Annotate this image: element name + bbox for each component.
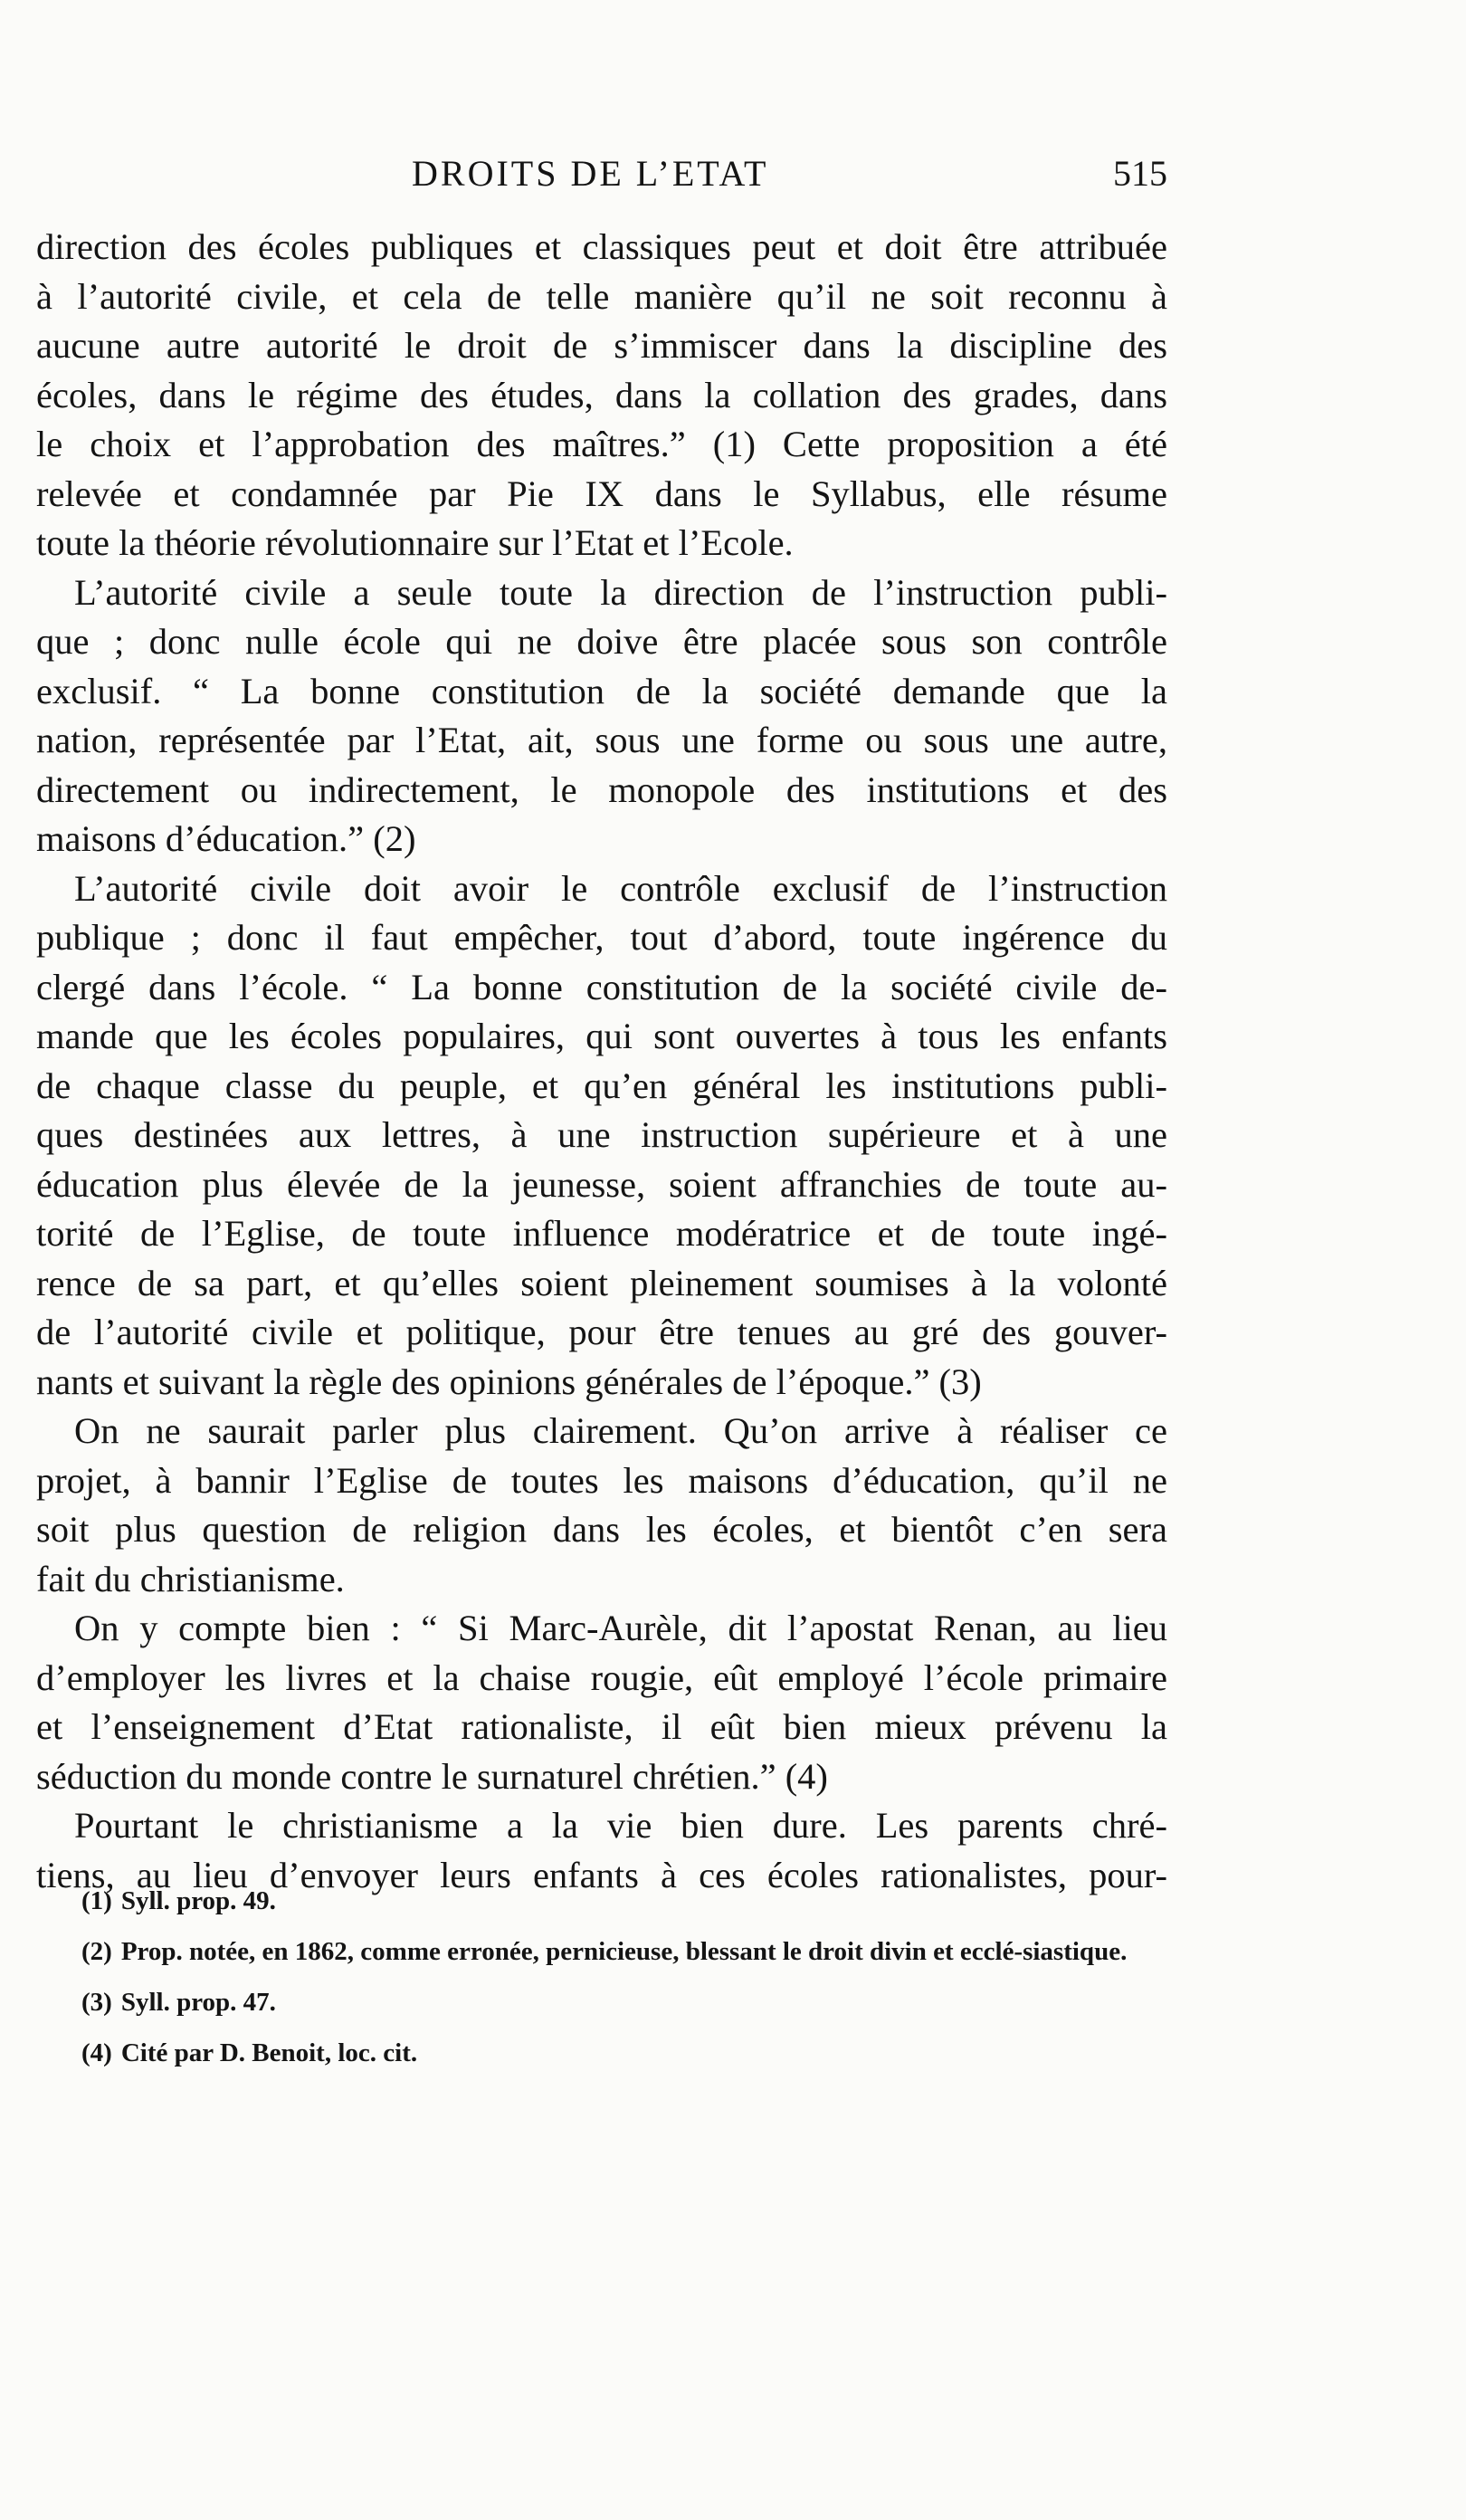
text-line: séduction du monde contre le surnaturel chrétien.” (4) (36, 1755, 828, 1797)
text-line: écoles, dans le régime des études, dans la collation des grades, dans (36, 374, 1167, 415)
text-line: tiens, au lieu d’envoyer leurs enfants à ces écoles rationalistes, pour- (36, 1854, 1167, 1895)
text-line: toute la théorie révolutionnaire sur l’Etat et l’Ecole. (36, 522, 794, 563)
text-line: On y compte bien : “ Si Marc-Aurèle, dit l’apostat Renan, au lieu (74, 1608, 1167, 1648)
text-line: L’autorité civile a seule toute la direction de l’instruction publi- (74, 571, 1167, 613)
text-line: projet, à bannir l’Eglise de toutes les maisons d’éducation, qu’il ne (36, 1459, 1167, 1501)
text-line: ques destinées aux lettres, à une instruction supérieure et à une (36, 1114, 1167, 1155)
text-line: mande que les écoles populaires, qui sont ouvertes à tous les enfants (36, 1016, 1167, 1056)
text-line: On ne saurait parler plus clairement. Qu’on arrive à réaliser ce (74, 1410, 1167, 1451)
text-line: torité de l’Eglise, de toute influence modératrice et de toute ingé- (36, 1213, 1167, 1254)
text-line: d’employer les livres et la chaise rougie, eût employé l’école primaire (36, 1656, 1167, 1698)
footnote-number: (2) (81, 1937, 112, 1966)
text-line: nants et suivant la règle des opinions générales de l’époque.” (3) (36, 1360, 982, 1402)
footnote (81, 1883, 1167, 1919)
footnote-number: (3) (81, 1988, 112, 2017)
footnote (81, 1984, 1167, 2020)
footnote (81, 1933, 1167, 1970)
footnote-number: (1) (81, 1886, 112, 1915)
footnote-number: (4) (81, 2038, 112, 2067)
text-line: éducation plus élevée de la jeunesse, soient affranchies de toute au- (36, 1163, 1167, 1205)
page-number: 515 (1113, 153, 1167, 194)
text-line: et l’enseignement d’Etat rationaliste, il eût bien mieux prévenu la (36, 1706, 1167, 1747)
text-line: soit plus question de religion dans les écoles, et bientôt c’en sera (36, 1509, 1167, 1550)
text-line: exclusif. “ La bonne constitution de la société demande que la (36, 670, 1167, 711)
text-line: maisons d’éducation.” (2) (36, 818, 416, 859)
running-title: DROITS DE L’ETAT (412, 153, 769, 194)
text-line: clergé dans l’école. “ La bonne constitution de la société civile de- (36, 966, 1167, 1007)
text-line: L’autorité civile doit avoir le contrôle exclusif de l’instruction (74, 867, 1167, 909)
footnote-text: Prop. notée, en 1862, comme erronée, pernicieuse, blessant le droit divin et ecclé-siastique. (120, 1937, 1128, 1966)
body-text (36, 223, 1167, 1900)
text-line: direction des écoles publiques et classiques peut et doit être attribuée (36, 226, 1167, 267)
text-line: aucune autre autorité le droit de s’immiscer dans la discipline des (36, 325, 1167, 366)
text-line: nation, représentée par l’Etat, ait, sous une forme ou sous une autre, (36, 720, 1167, 760)
text-line: directement ou indirectement, le monopole des institutions et des (36, 768, 1167, 810)
text-line: relevée et condamnée par Pie IX dans le Syllabus, elle résume (36, 472, 1167, 514)
footnote-text: Cité par D. Benoit, loc. cit. (120, 2038, 418, 2067)
page-header (36, 152, 1167, 206)
footnotes (81, 1883, 1167, 2086)
footnote (81, 2035, 1167, 2071)
text-line: à l’autorité civile, et cela de telle manière qu’il ne soit reconnu à (36, 275, 1167, 317)
text-line: Pourtant le christianisme a la vie bien dure. Les parents chré- (74, 1805, 1167, 1846)
text-line: de l’autorité civile et politique, pour être tenues au gré des gouver- (36, 1312, 1167, 1352)
text-line: rence de sa part, et qu’elles soient pleinement soumises à la volonté (36, 1262, 1167, 1303)
footnote-text: Syll. prop. 49. (120, 1886, 276, 1915)
footnote-text: Syll. prop. 47. (120, 1988, 276, 2017)
text-line: publique ; donc il faut empêcher, tout d’abord, toute ingérence du (36, 917, 1167, 958)
text-line: le choix et l’approbation des maîtres.” (1) Cette proposition a été (36, 424, 1167, 464)
text-line: que ; donc nulle école qui ne doive être placée sous son contrôle (36, 621, 1167, 662)
text-line: fait du christianisme. (36, 1558, 345, 1599)
text-line: de chaque classe du peuple, et qu’en général les institutions publi- (36, 1064, 1167, 1106)
